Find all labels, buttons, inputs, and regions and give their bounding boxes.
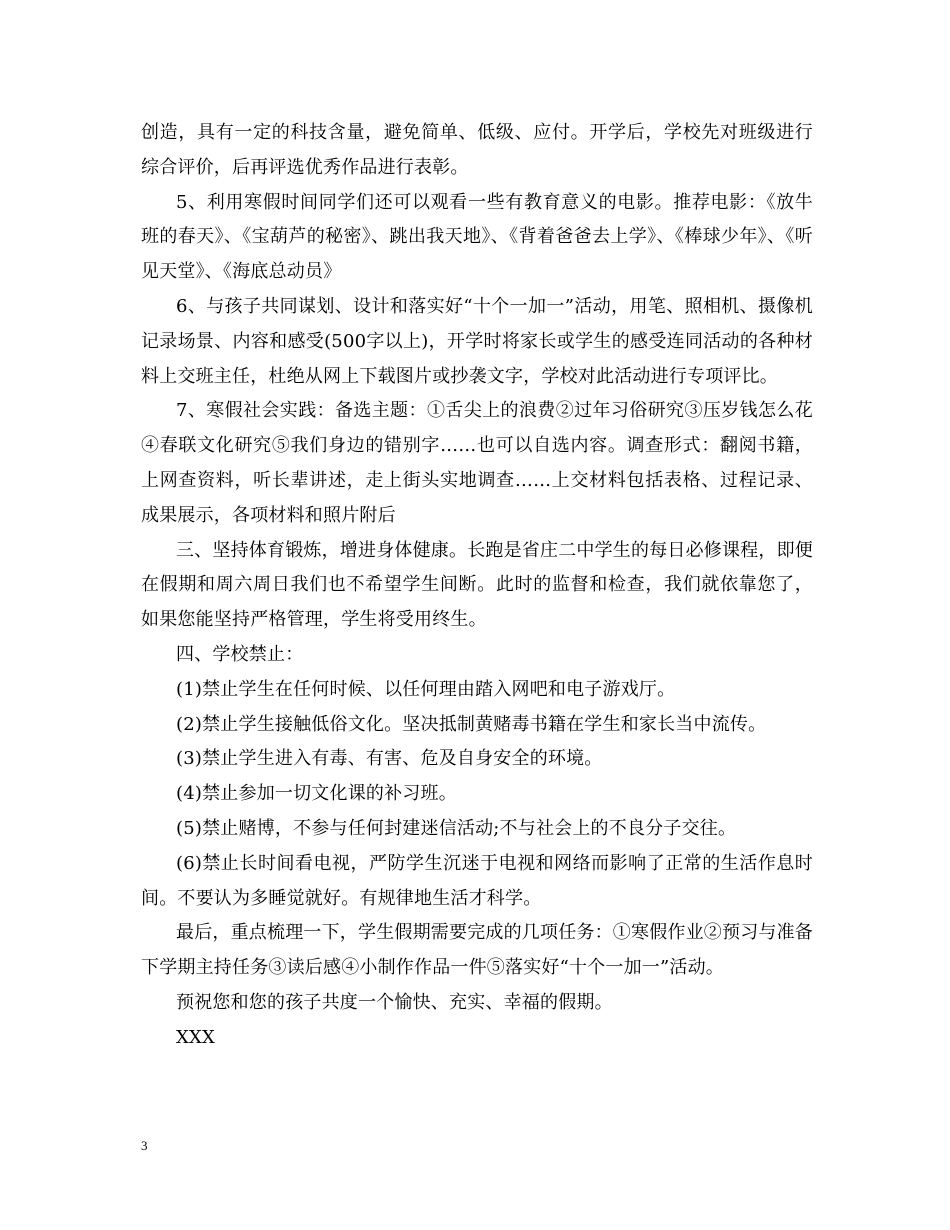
prohibition-item-3: (3)禁止学生进入有毒、有害、危及自身安全的环境。 (176, 748, 603, 770)
paragraph-summary-tasks: 最后，重点梳理一下，学生假期需要完成的几项任务：①寒假作业②预习与准备下学期主持任务③读后感④小制作作品一件⑤落实好“十个一加一”活动。 (141, 922, 813, 979)
paragraph-section-4-heading: 四、学校禁止： (176, 643, 304, 665)
prohibition-item-1: (1)禁止学生在任何时候、以任何理由踏入网吧和电子游戏厅。 (176, 678, 676, 700)
paragraph-item-7-social-practice: 7、寒假社会实践：备选主题：①舌尖上的浪费②过年习俗研究③压岁钱怎么花④春联文化研究⑤我们身边的错别字……也可以自选内容。调查形式：翻阅书籍，上网查资料，听长辈讲述，走上街头实地调查……上交材料包括表格、过程记录、成果展示，各项材料和照片附后 (141, 400, 813, 526)
prohibition-item-4: (4)禁止参加一切文化课的补习班。 (176, 783, 457, 805)
paragraph-item-5-movies: 5、利用寒假时间同学们还可以观看一些有教育意义的电影。推荐电影：《放牛班的春天》、《宝葫芦的秘密》、跳出我天地》、《背着爸爸去上学》、《棒球少年》、《听见天堂》、《海底总动员》 (141, 191, 813, 283)
paragraph-continuation: 创造，具有一定的科技含量，避免简单、低级、应付。开学后，学校先对班级进行综合评价，后再评选优秀作品进行表彰。 (141, 122, 813, 178)
paragraph-item-6-activity: 6、与孩子共同谋划、设计和落实好“十个一加一”活动，用笔、照相机、摄像机记录场景、内容和感受(500字以上)，开学时将家长或学生的感受连同活动的各种材料上交班主任，杜绝从网上下载图片或抄袭文字，学校对此活动进行专项评比。 (141, 295, 813, 387)
page-number: 3 (141, 1138, 148, 1153)
prohibition-item-2: (2)禁止学生接触低俗文化。坚决抵制黄赌毒书籍在学生和家长当中流传。 (176, 713, 767, 735)
paragraph-closing-wish: 预祝您和您的孩子共度一个愉快、充实、幸福的假期。 (176, 991, 613, 1013)
paragraph-section-3-exercise: 三、坚持体育锻炼，增进身体健康。长跑是省庄二中学生的每日必修课程，即便在假期和周六周日我们也不希望学生间断。此时的监督和检查，我们就依靠您了，如果您能坚持严格管理，学生将受用终生。 (141, 539, 813, 631)
signature: XXX (176, 1026, 216, 1048)
document-body (141, 116, 813, 1056)
prohibition-item-5: (5)禁止赌博，不参与任何封建迷信活动;不与社会上的不良分子交往。 (176, 817, 737, 839)
prohibition-item-6: (6)禁止长时间看电视，严防学生沉迷于电视和网络而影响了正常的生活作息时间。不要认为多睡觉就好。有规律地生活才科学。 (141, 852, 813, 909)
